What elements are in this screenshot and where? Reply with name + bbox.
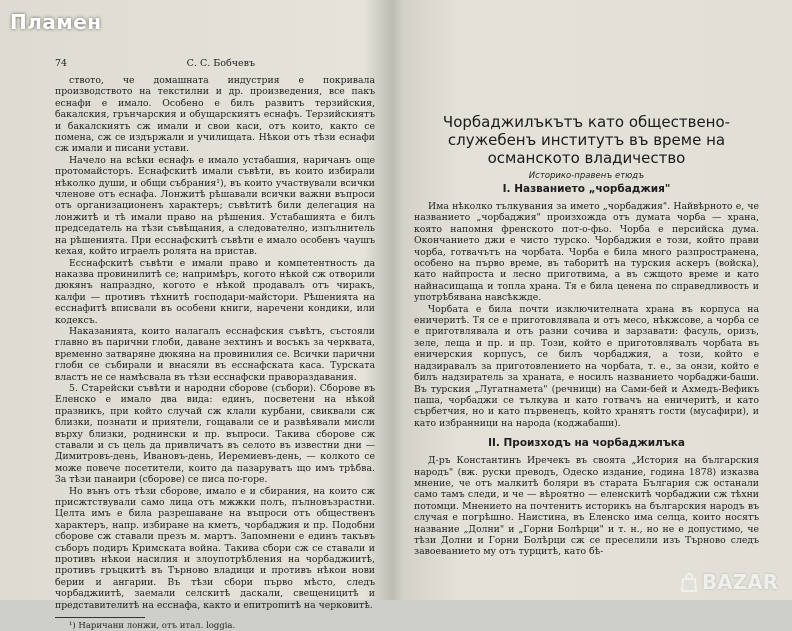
chapter-title: [414, 113, 759, 167]
left-page-header: [55, 58, 375, 69]
title-line: служебенъ институтъ въ време на: [447, 131, 726, 149]
paragraph: Есснафскитѣ съвѣти е имали право и компетентность да наказва провинилитѣ се; напримѣръ, когото нѣкой сж отворили дюкянъ напраздно, когото е нѣкой продавалъ отъ чиракъ, калфи — противъ тѣхнитѣ господари-майстори. Рѣшенията на есснафитѣ вписвали въ особени книги, наречени кондики, или кодексъ.: [55, 257, 375, 326]
section-heading: I. Названието „чорбаджия": [502, 183, 671, 195]
footnote-divider: [55, 617, 145, 618]
paragraph: Чорбата е била почти изключителната храна въ корпуса на еничеритѣ. Тя се е приготовлявала и отъ месо, нѣкжсове, а чорба се е приготвлявала и отъ разни сочива и зарзавати: фасуль, оризъ, зеле, леща и пр. и пр. Този, който е приготовлявалъ чорбата въ еничерския корпусъ, се билъ чорбаджия, а този, който е надзиравалъ за приготовлението на чорбата, т. е., за онзи, който е билъ надзиратель за храната, е носилъ названието чорбаджи-баши. Въ турския „Лугатнамета" (речници) на Сами-бей и Ахмедъ-Вефикъ паша, чорбаджи се тълкува и като готвачъ на еничеритѣ, и като сърбетчия, но и като първенецъ, който хранятъ гости (мусафири), и като избранници на народа (коджабаши).: [414, 303, 759, 429]
bazar-logo: [680, 570, 778, 594]
section-heading: II. Произходъ на чорбаджилъка: [488, 437, 685, 450]
paragraph: ството, че домашната индустрия е покривала производството на текстилни и др. произведения, все пакъ еснафи е имало. Особено е билъ развитъ терзийския, бакалския, грънчарския и обущарскиятъ еснафъ. Терзийскиятъ и бакалскиятъ сж имали и свои каси, отъ които, както се помена, сж се издържали и училищата. Нѣкои отъ тѣзи еснафи сж имали и писани устави.: [55, 75, 375, 155]
page-number: 74: [55, 58, 68, 69]
left-body: [55, 75, 375, 611]
title-line: Чорбаджилъкътъ като обществено-: [442, 113, 731, 131]
watermark-text: Пламен: [10, 10, 102, 34]
paragraph: Но вънъ отъ тѣзи сборове, имало е и сбирания, на които сж присжтствували само лица отъ мжжки полъ, пълновъзрастни. Целта имъ е била разрешаване на въпроси отъ общественъ характеръ, напр. избиране на кметъ, чорбаджия и пр. Подобни сборове сж ставали презъ м. мартъ. Запомнени е единъ такъвъ съборъ подиръ Кримската война. Такива сбори сж се ставали и противъ нѣкои насилия и злоупотрѣбления на чорбаджиитѣ, противъ гръцкитѣ въ Търново владици и противъ нѣкои нови берии и ангарии. Въ тѣзи сбори първо мѣсто, следъ чорбаджиитѣ, заемали селскитѣ даскали, свещеницитѣ и представителитѣ на есснафа, както и епитропитѣ на черковитѣ.: [55, 485, 375, 611]
running-head: С. С. Бобчевъ: [186, 58, 255, 69]
paragraph: Начело на всѣки еснафъ е имало устабашия, наричанъ още протомайсторъ. Еснафскитѣ имали съвѣти, въ които избирали нѣколко души, и общи събрания¹), въ които участвували всички членове отъ еснафа. Лонжитѣ рѣшавали всички важни въпроси отъ организационенъ характеръ; съвѣтитѣ били делегация на лонжитѣ и тѣ имали право на рѣшения. Устабашията е билъ председатель на тѣзи съвѣщания, а следователно, изпълнитель на рѣшенията. При есснафскитѣ съвѣти е имало особенъ чаушъ кехая, който играелъ ролята на пристав.: [55, 154, 375, 258]
paragraph: 5. Старейски съвѣти и народни сборове (събори). Сборове въ Еленско е имало два вида: единъ, посветени на нѣкой празникъ, при който случай сж клали курбани, свиквали сж близки, познати и приятели, гощавали се и развѣявали мисли върху близки, роднински и пр. въпроси. Такива сборове сж ставали и съ цель да привличатъ въ селото въ известни дни — Димитровъ-день, Ивановъ-день, Иеремиевъ-день, — колкото се може повече посетители, които да пазаруватъ що имъ трѣбва. За тѣзи панаири (сборове) се писа по-горе.: [55, 382, 375, 486]
paragraph: Наказанията, които налагалъ есснафския съвѣтъ, състояли главно въ парични глоби, даване зехтинъ и восъкъ за черквата, временно затваряне дюкяна на провинилия се. Всички парични глоби се събирали и внасяли въ есснафската каса. Турската властъ не се намѣсвала въ тѣзи есснафски правораздавания.: [55, 325, 375, 383]
right-body-section-1: [414, 201, 759, 429]
paragraph: Д-ръ Константинъ Иречекъ въ своята „История на българския народъ" (вж. руски преводъ, Одеско издание, година 1878) изказва мнение, че отъ малкитѣ боляри въ старата България сж останали само тамъ следи, и че — вѣроятно — еленскитѣ чорбаджии сж тѣхни потомци. Мнението на почтенитъ историкъ на българския народъ въ случая е погрѣшно. Наистина, въ Еленско има селца, които носятъ название „Долни" и „Горни Болѣрци" и т. н., но не е допустимо, че тѣзи Долни и Горни Болѣрци сж се преселили изъ Търново следъ завоеванието му отъ турцитѣ, като бѣ-: [414, 455, 759, 558]
footnote: ¹) Наричани лонжи, отъ итал. loggia.: [69, 621, 236, 631]
title-line: османското владичество: [487, 149, 686, 167]
left-page: [55, 58, 375, 631]
bag-icon: [680, 571, 698, 593]
chapter-subtitle: Историко-правенъ етюдъ: [528, 171, 645, 181]
right-page: [414, 58, 759, 558]
paragraph: Има нѣколко тълкувания за името „чорбаджия". Найвѣрното е, че названието „чорбаджия" произхожда отъ думата чорба — храна, която напомня френското пот-о-фьо. Чорба е персийска дума. Окончанието джи е чисто турско. Чорбаджия е този, който прави чорба, готвачътъ на чорбата. Чорба е била много разпространена, особено на първо време, въ таборитѣ на турския аскеръ (войска), като найпроста и лесно приготвима, а въ сжщото време и като найнасищаща и топла храна. Тя е била ценена по справедливость и употрѣбявана навсѣкжде.: [414, 201, 759, 304]
logo-text: BAZAR: [701, 570, 778, 594]
right-body-section-2: [414, 455, 759, 558]
